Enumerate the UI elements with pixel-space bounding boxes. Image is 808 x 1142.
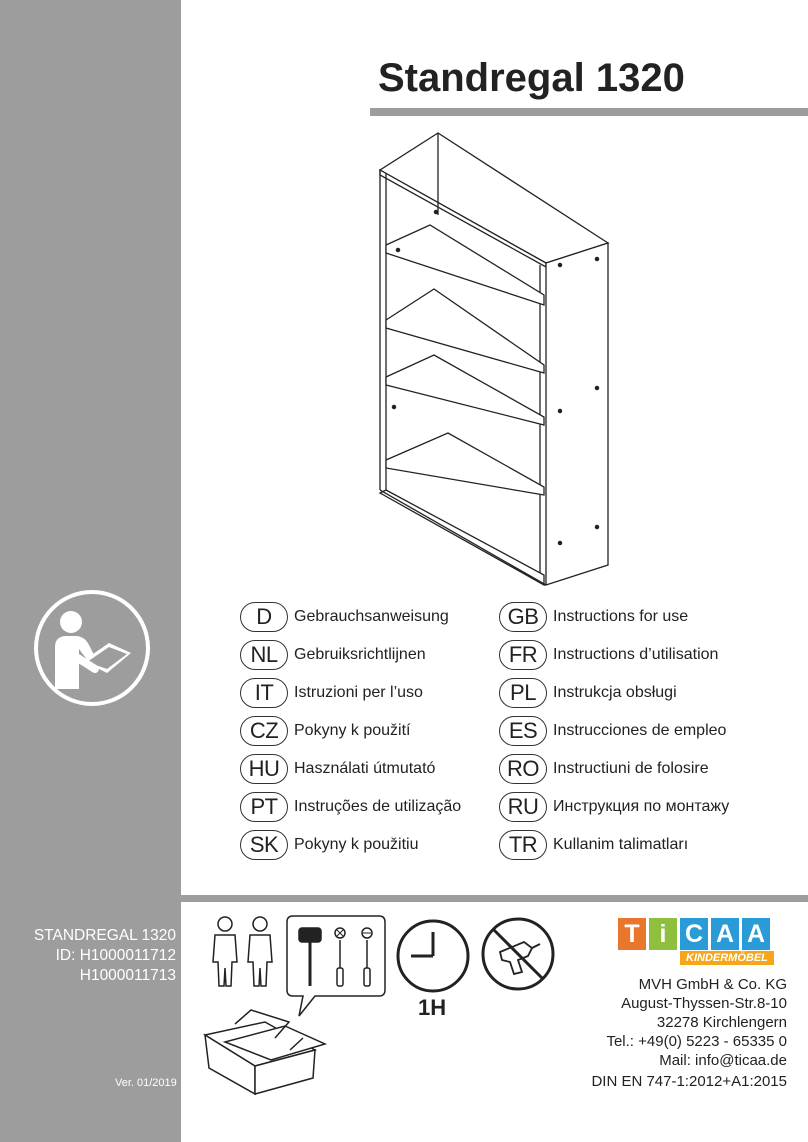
bookshelf-illustration (370, 125, 620, 590)
company-phone: Tel.: +49(0) 5223 - 65335 0 (606, 1033, 787, 1050)
language-code: HU (240, 754, 288, 784)
company-street: August-Thyssen-Str.8-10 (621, 995, 787, 1012)
language-label: Instructions for use (553, 608, 689, 625)
language-code: CZ (240, 716, 288, 746)
no-power-drill-icon (478, 914, 558, 994)
language-label: Instruções de utilização (294, 798, 462, 815)
language-item (499, 636, 729, 674)
brand-logo (618, 918, 770, 950)
company-city: 32278 Kirchlengern (656, 1014, 787, 1031)
language-item (240, 636, 461, 674)
language-item (240, 712, 461, 750)
language-code: SK (240, 830, 288, 860)
brand-letter: A (711, 918, 739, 950)
brand-letter: C (680, 918, 708, 950)
language-item (240, 788, 461, 826)
language-label: Pokyny k použitiu (294, 836, 419, 853)
language-list-right (499, 598, 729, 864)
brand-letter: i (649, 918, 677, 950)
left-sidebar (0, 0, 181, 895)
language-item (499, 750, 729, 788)
language-label: Gebruiksrichtlijnen (294, 646, 426, 663)
language-label: Istruzioni per l’uso (294, 684, 423, 701)
language-label: Instrucciones de empleo (553, 722, 727, 739)
language-code: RO (499, 754, 547, 784)
language-code: FR (499, 640, 547, 670)
language-label: Инструкция по монтажу (553, 798, 730, 815)
language-item (499, 598, 729, 636)
language-code: GB (499, 602, 547, 632)
language-code: D (240, 602, 288, 632)
clock-icon (393, 916, 473, 996)
tools-illustration (195, 910, 395, 1100)
language-code: PL (499, 678, 547, 708)
brand-letter: T (618, 918, 646, 950)
language-label: Kullanim talimatları (553, 836, 689, 853)
language-item (499, 674, 729, 712)
language-item (499, 788, 729, 826)
language-item (240, 750, 461, 788)
company-mail: Mail: info@ticaa.de (659, 1052, 787, 1069)
language-item (240, 598, 461, 636)
bottom-divider (0, 895, 808, 902)
language-label: Instrukcja obsługi (553, 684, 677, 701)
language-label: Használati útmutató (294, 760, 436, 777)
language-item (240, 674, 461, 712)
product-id-2: H1000011713 (79, 967, 176, 984)
language-item (240, 826, 461, 864)
language-label: Instructions d’utilisation (553, 646, 719, 663)
toolbox-icon (205, 1010, 325, 1094)
version-label: Ver. 01/2019 (115, 1077, 177, 1089)
language-code: NL (240, 640, 288, 670)
assembly-duration: 1H (418, 995, 447, 1020)
language-label: Pokyny k použití (294, 722, 411, 739)
language-code: RU (499, 792, 547, 822)
language-label: Gebrauchsanweisung (294, 608, 449, 625)
product-info (34, 926, 176, 986)
page-title: Standregal 1320 (378, 56, 685, 100)
company-name: MVH GmbH & Co. KG (638, 976, 787, 993)
language-code: IT (240, 678, 288, 708)
language-item (499, 712, 729, 750)
language-code: PT (240, 792, 288, 822)
language-list-left (240, 598, 461, 864)
language-code: ES (499, 716, 547, 746)
brand-subtitle: KINDERMÖBEL (680, 951, 774, 965)
company-address (606, 975, 787, 1070)
two-persons-icon (213, 917, 272, 986)
product-name: STANDREGAL 1320 (33, 927, 176, 944)
norm-standard: DIN EN 747-1:2012+A1:2015 (591, 1073, 787, 1090)
language-label: Instructiuni de folosire (553, 760, 709, 777)
brand-letter: A (742, 918, 770, 950)
language-code: TR (499, 830, 547, 860)
language-item (499, 826, 729, 864)
reading-manual-icon (33, 589, 151, 707)
product-id: ID: H1000011712 (55, 947, 176, 964)
title-underline (370, 108, 808, 116)
